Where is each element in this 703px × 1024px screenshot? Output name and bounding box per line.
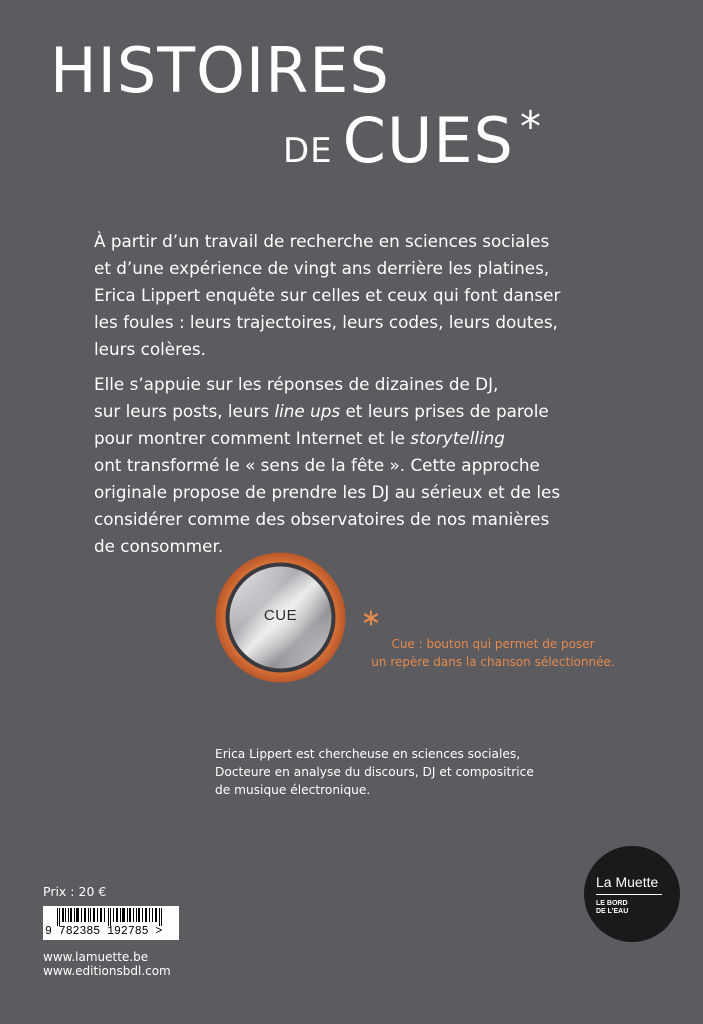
imprint-line: DE L’EAU: [596, 908, 629, 915]
asterisk-icon: [363, 610, 379, 626]
footnote-line: Cue : bouton qui permet de poser: [391, 637, 595, 651]
price-label: Prix : 20 €: [43, 884, 107, 899]
publisher-url[interactable]: www.editionsbdl.com: [43, 964, 171, 978]
text-line: [94, 425, 594, 452]
barcode-bars: [57, 908, 165, 926]
text-segment: pour montrer comment Internet et le: [94, 428, 411, 448]
logo-divider: [596, 894, 662, 895]
text-line: Elle s’appuie sur les réponses de dizaines de DJ,: [94, 374, 499, 394]
text-line: Erica Lippert enquête sur celles et ceux qui font danser: [94, 285, 561, 305]
bio-line: Docteure en analyse du discours, DJ et compositrice: [215, 765, 534, 779]
italic-term: storytelling: [410, 428, 505, 448]
text-line: de consommer.: [94, 536, 224, 556]
text-line: leurs colères.: [94, 339, 207, 359]
text-line: et d’une expérience de vingt ans derrière les platines,: [94, 258, 550, 278]
description-paragraph-2: [94, 371, 594, 560]
publisher-name: La Muette: [596, 874, 659, 890]
publisher-imprint: [596, 900, 636, 916]
title-de-cues: [283, 104, 514, 177]
text-line: considérer comme des observatoires de nos manières: [94, 509, 550, 529]
title-cues: CUES: [342, 104, 514, 177]
imprint-line: LE BORD: [596, 900, 628, 907]
publisher-logo: [584, 846, 680, 942]
text-line: [94, 398, 594, 425]
text-segment: sur leurs posts, leurs: [94, 401, 275, 421]
publisher-url[interactable]: www.lamuette.be: [43, 950, 149, 964]
author-bio: [215, 745, 555, 799]
isbn-digits: 9 782385 192785 >: [45, 925, 163, 938]
text-line: ont transformé le « sens de la fête ». Cette approche: [94, 455, 540, 475]
title-asterisk: *: [520, 102, 541, 151]
cue-footnote: [363, 635, 623, 671]
text-segment: et leurs prises de parole: [340, 401, 549, 421]
cue-label: CUE: [263, 607, 298, 624]
text-line: originale propose de prendre les DJ au sérieux et de les: [94, 482, 561, 502]
title-de: DE: [283, 131, 333, 171]
bio-line: Erica Lippert est chercheuse en sciences sociales,: [215, 747, 521, 761]
footnote-line: un repère dans la chanson sélectionnée.: [371, 655, 615, 669]
italic-term: line ups: [274, 401, 341, 421]
text-line: À partir d’un travail de recherche en sciences sociales: [94, 231, 550, 251]
text-line: les foules : leurs trajectoires, leurs codes, leurs doutes,: [94, 312, 558, 332]
isbn-barcode: [43, 906, 179, 940]
title-histoires: HISTOIRES: [50, 34, 390, 107]
bio-line: de musique électronique.: [215, 783, 371, 797]
description-paragraph-1: [94, 228, 594, 363]
